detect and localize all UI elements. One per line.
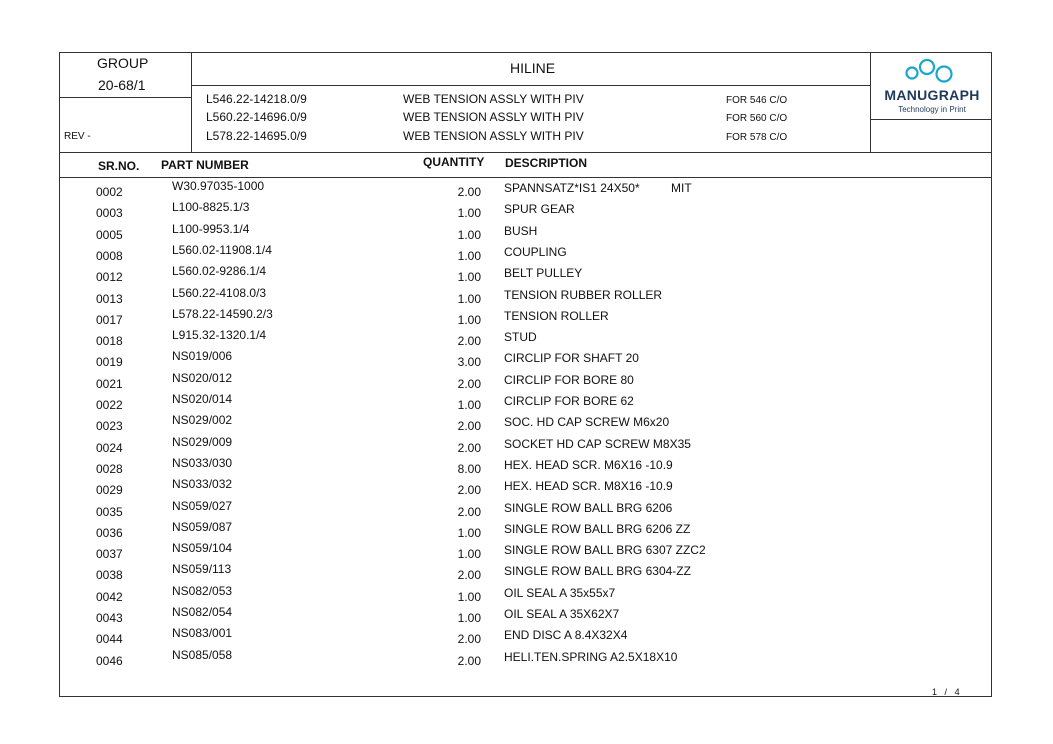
table-row	[0, 583, 1053, 607]
row-quantity: 2.00	[457, 653, 481, 668]
assembly-part: L560.22-14696.0/9	[206, 110, 307, 124]
row-quantity: 1.00	[457, 589, 481, 604]
page-number: 1	[932, 687, 938, 697]
column-header-quantity: QUANTITY	[423, 155, 485, 169]
row-quantity: 1.00	[457, 312, 481, 327]
divider	[191, 85, 871, 86]
row-quantity: 2.00	[457, 504, 481, 519]
row-srno: 0002	[96, 185, 123, 199]
table-row	[0, 266, 1053, 287]
row-description: END DISC A 8.4X32X4	[504, 628, 628, 643]
row-quantity: 1.00	[457, 547, 481, 562]
row-quantity: 1.00	[457, 206, 481, 221]
table-row	[0, 564, 1053, 585]
table-row	[0, 415, 1053, 436]
page-separator: /	[944, 687, 948, 697]
row-description: TENSION RUBBER ROLLER	[504, 287, 663, 302]
table-row	[0, 647, 1053, 671]
table-row	[0, 242, 1053, 266]
row-part-number: NS029/009	[172, 434, 233, 449]
row-part-number: L560.02-11908.1/4	[172, 242, 272, 257]
table-row	[0, 455, 1053, 479]
row-srno: 0012	[96, 270, 123, 285]
row-srno: 0019	[96, 355, 123, 370]
row-description: SINGLE ROW BALL BRG 6304-ZZ	[504, 564, 691, 579]
assembly-note: FOR 560 C/O	[726, 113, 788, 124]
divider	[191, 52, 192, 152]
table-row	[0, 330, 1053, 351]
divider	[59, 177, 992, 178]
row-description: COUPLING	[504, 244, 567, 259]
row-description: BUSH	[504, 223, 538, 238]
table-row	[0, 181, 1053, 202]
table-row	[0, 202, 1053, 223]
row-description: HEX. HEAD SCR. M8X16 -10.9	[504, 479, 673, 494]
row-part-number: NS033/030	[172, 455, 233, 470]
row-srno: 0037	[96, 547, 123, 562]
table-row	[0, 607, 1053, 628]
row-quantity: 1.00	[457, 248, 481, 263]
assembly-description: WEB TENSION ASSLY WITH PIV	[403, 110, 584, 124]
row-part-number: NS085/058	[172, 647, 233, 662]
row-srno: 0043	[96, 611, 123, 625]
row-srno: 0042	[96, 589, 123, 604]
row-part-number: L578.22-14590.2/3	[172, 306, 273, 321]
column-header-part-number: PART NUMBER	[161, 158, 249, 172]
row-description: SOC. HD CAP SCREW M6x20	[504, 415, 670, 430]
row-srno: 0017	[96, 312, 123, 327]
row-part-number: NS059/087	[172, 519, 233, 534]
table-row	[0, 519, 1053, 543]
assembly-description: WEB TENSION ASSLY WITH PIV	[403, 129, 584, 143]
row-description: BELT PULLEY	[504, 266, 583, 281]
row-description: STUD	[504, 330, 537, 345]
row-srno: 0005	[96, 227, 123, 242]
row-quantity: 2.00	[457, 334, 481, 349]
row-srno: 0018	[96, 334, 123, 349]
divider	[871, 119, 992, 120]
row-srno: 0038	[96, 568, 123, 583]
row-quantity: 2.00	[457, 568, 481, 583]
column-header-description: DESCRIPTION	[505, 156, 588, 170]
row-srno: 0008	[96, 248, 123, 263]
column-header-srno: SR.NO.	[98, 159, 140, 173]
page-title: HILINE	[510, 60, 556, 76]
row-quantity: 1.00	[457, 611, 481, 625]
row-part-number: NS020/012	[172, 370, 233, 385]
page-total: 4	[954, 687, 960, 697]
row-description: SOCKET HD CAP SCREW M8X35	[504, 436, 691, 451]
row-part-number: NS082/053	[172, 583, 233, 598]
row-quantity: 2.00	[457, 419, 481, 434]
row-part-number: L915.32-1320.1/4	[172, 328, 267, 343]
row-srno: 0028	[96, 461, 123, 476]
row-quantity: 2.00	[457, 376, 481, 391]
logo-brand: MANUGRAPH	[884, 87, 980, 103]
row-quantity: 1.00	[457, 291, 481, 306]
assembly-note: FOR 578 C/O	[726, 132, 788, 143]
row-description: CIRCLIP FOR SHAFT 20	[504, 351, 639, 366]
row-part-number: L100-9953.1/4	[172, 221, 250, 236]
row-srno: 0035	[96, 504, 123, 519]
row-part-number: NS082/054	[172, 605, 233, 619]
group-label: GROUP	[97, 55, 149, 71]
divider	[59, 152, 992, 153]
row-srno: 0046	[96, 653, 123, 668]
table-row	[0, 498, 1053, 522]
row-part-number: NS020/014	[172, 392, 233, 406]
row-part-number: L100-8825.1/3	[172, 200, 250, 215]
row-part-number: NS059/027	[172, 498, 233, 513]
row-part-number: NS059/113	[172, 562, 232, 577]
table-row	[0, 306, 1053, 330]
assembly-description: WEB TENSION ASSLY WITH PIV	[403, 92, 584, 106]
row-srno: 0013	[96, 291, 123, 306]
row-description: TENSION ROLLER	[504, 308, 609, 323]
table-row	[0, 370, 1053, 394]
row-part-number: W30.97035-1000	[172, 179, 265, 193]
row-part-number: L560.22-4108.0/3	[172, 285, 267, 300]
page-indicator	[932, 687, 960, 697]
row-description: HEX. HEAD SCR. M6X16 -10.9	[504, 457, 673, 472]
assembly-note: FOR 546 C/O	[726, 95, 788, 106]
row-part-number: NS083/001	[172, 626, 233, 641]
row-quantity: 1.00	[457, 270, 481, 285]
row-part-number: NS029/002	[172, 413, 233, 428]
row-description: SINGLE ROW BALL BRG 6206	[504, 500, 673, 515]
row-srno: 0022	[96, 398, 123, 412]
row-description: CIRCLIP FOR BORE 80	[504, 372, 634, 387]
row-description: HELI.TEN.SPRING A2.5X18X10	[504, 649, 678, 664]
row-description: OIL SEAL A 35x55x7	[504, 585, 616, 600]
row-description: SINGLE ROW BALL BRG 6206 ZZ	[504, 521, 691, 536]
row-quantity: 2.00	[457, 440, 481, 455]
assembly-part: L578.22-14695.0/9	[206, 129, 307, 143]
row-quantity: 2.00	[457, 185, 481, 199]
table-row	[0, 221, 1053, 245]
row-quantity: 1.00	[457, 227, 481, 242]
row-description: CIRCLIP FOR BORE 62	[504, 394, 634, 408]
row-part-number: L560.02-9286.1/4	[172, 264, 267, 279]
row-quantity: 1.00	[457, 398, 481, 412]
row-srno: 0021	[96, 376, 123, 391]
rev-label: REV -	[64, 131, 91, 142]
row-quantity: 3.00	[457, 355, 481, 370]
row-part-number: NS059/104	[172, 541, 233, 556]
table-row	[0, 434, 1053, 458]
row-srno: 0023	[96, 419, 123, 434]
assembly-part: L546.22-14218.0/9	[206, 92, 307, 106]
table-row	[0, 351, 1053, 372]
row-description: SPUR GEAR	[504, 202, 575, 217]
row-srno: 0024	[96, 440, 123, 455]
group-code: 20-68/1	[98, 77, 146, 93]
row-quantity: 2.00	[457, 483, 481, 498]
row-quantity: 2.00	[457, 632, 481, 647]
row-quantity: 8.00	[457, 461, 481, 476]
row-part-number: NS033/032	[172, 477, 233, 492]
row-srno: 0029	[96, 483, 123, 498]
row-description: OIL SEAL A 35X62X7	[504, 607, 620, 621]
row-description: SPANNSATZ*IS1 24X50*	[504, 181, 640, 195]
row-quantity: 1.00	[457, 525, 481, 540]
table-row	[0, 543, 1053, 564]
divider	[59, 97, 191, 98]
row-srno: 0003	[96, 206, 123, 221]
row-srno: 0044	[96, 632, 123, 647]
table-row	[0, 479, 1053, 500]
row-extra: MIT	[671, 181, 692, 195]
logo-tagline: Technology in Print	[898, 105, 966, 114]
table-row	[0, 628, 1053, 649]
table-row	[0, 285, 1053, 309]
row-part-number: NS019/006	[172, 349, 233, 364]
row-description: SINGLE ROW BALL BRG 6307 ZZC2	[504, 543, 706, 558]
row-srno: 0036	[96, 525, 123, 540]
company-logo	[871, 53, 992, 119]
table-row	[0, 394, 1053, 415]
